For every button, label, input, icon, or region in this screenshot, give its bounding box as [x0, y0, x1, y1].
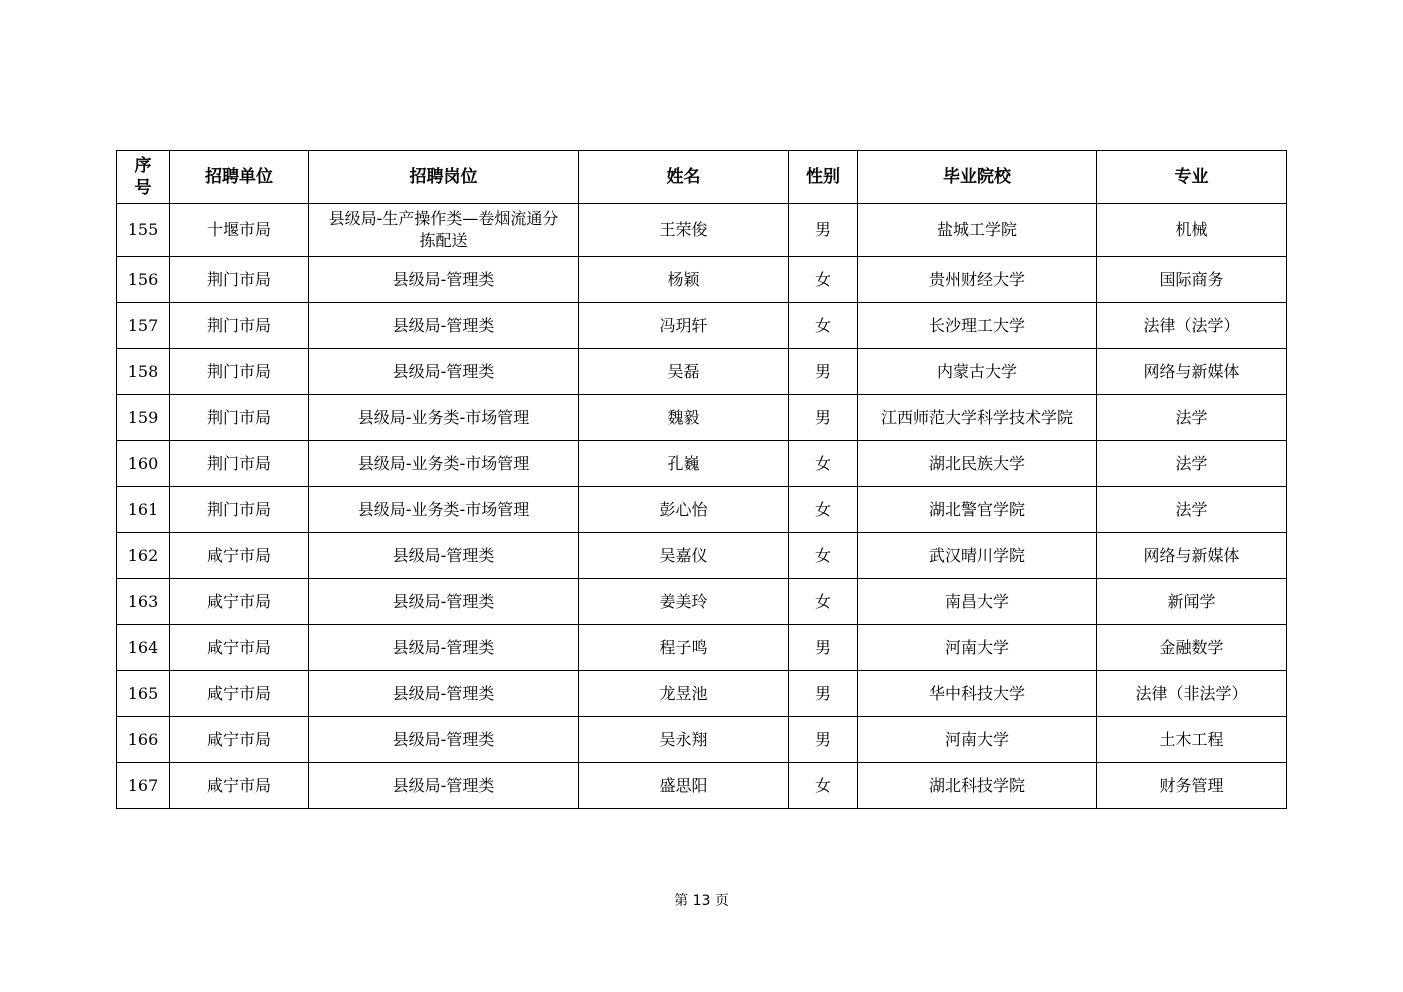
cell-name: 盛思阳 [579, 763, 789, 809]
cell-unit: 荆门市局 [170, 257, 309, 303]
cell-no: 158 [117, 349, 170, 395]
table-row [117, 487, 1287, 533]
cell-gender: 男 [789, 717, 858, 763]
cell-name: 孔巍 [579, 441, 789, 487]
table-row [117, 395, 1287, 441]
cell-no: 160 [117, 441, 170, 487]
cell-gender: 女 [789, 441, 858, 487]
cell-gender: 女 [789, 257, 858, 303]
cell-no: 159 [117, 395, 170, 441]
header-seq-line1: 序 [134, 156, 152, 176]
cell-post: 县级局-管理类 [309, 625, 579, 671]
cell-major: 法律（非法学） [1097, 671, 1287, 717]
table-row [117, 533, 1287, 579]
cell-no: 166 [117, 717, 170, 763]
cell-unit: 荆门市局 [170, 303, 309, 349]
cell-no: 165 [117, 671, 170, 717]
cell-unit: 咸宁市局 [170, 533, 309, 579]
cell-gender: 男 [789, 671, 858, 717]
cell-post: 县级局-业务类-市场管理 [309, 441, 579, 487]
cell-major: 金融数学 [1097, 625, 1287, 671]
table-row [117, 441, 1287, 487]
cell-unit: 荆门市局 [170, 349, 309, 395]
cell-major: 土木工程 [1097, 717, 1287, 763]
cell-major: 网络与新媒体 [1097, 349, 1287, 395]
cell-post: 县级局-管理类 [309, 671, 579, 717]
cell-unit: 咸宁市局 [170, 625, 309, 671]
cell-unit: 十堰市局 [170, 204, 309, 257]
page-number: 第 13 页 [674, 893, 729, 909]
cell-no: 167 [117, 763, 170, 809]
cell-post: 县级局-管理类 [309, 579, 579, 625]
cell-major: 机械 [1097, 204, 1287, 257]
cell-school: 贵州财经大学 [858, 257, 1097, 303]
table-row [117, 579, 1287, 625]
cell-no: 155 [117, 204, 170, 257]
cell-name: 吴嘉仪 [579, 533, 789, 579]
cell-major: 法学 [1097, 487, 1287, 533]
cell-post: 县级局-管理类 [309, 257, 579, 303]
cell-name: 程子鸣 [579, 625, 789, 671]
header-post: 招聘岗位 [309, 151, 579, 204]
cell-school: 河南大学 [858, 717, 1097, 763]
header-gender: 性别 [789, 151, 858, 204]
header-unit: 招聘单位 [170, 151, 309, 204]
cell-name: 魏毅 [579, 395, 789, 441]
cell-gender: 女 [789, 303, 858, 349]
cell-school: 盐城工学院 [858, 204, 1097, 257]
cell-unit: 咸宁市局 [170, 763, 309, 809]
cell-gender: 女 [789, 579, 858, 625]
cell-major: 网络与新媒体 [1097, 533, 1287, 579]
header-major: 专业 [1097, 151, 1287, 204]
table-header-row [117, 151, 1287, 204]
header-name: 姓名 [579, 151, 789, 204]
cell-major: 财务管理 [1097, 763, 1287, 809]
cell-name: 杨颖 [579, 257, 789, 303]
table-row [117, 257, 1287, 303]
table-row [117, 763, 1287, 809]
table-row [117, 204, 1287, 257]
cell-unit: 荆门市局 [170, 395, 309, 441]
cell-school: 武汉晴川学院 [858, 533, 1097, 579]
recruitment-list-table [116, 150, 1287, 809]
cell-post: 县级局-生产操作类—卷烟流通分拣配送 [309, 204, 579, 257]
cell-school: 华中科技大学 [858, 671, 1097, 717]
cell-gender: 男 [789, 204, 858, 257]
cell-post: 县级局-管理类 [309, 533, 579, 579]
cell-major: 国际商务 [1097, 257, 1287, 303]
table-row [117, 717, 1287, 763]
cell-unit: 荆门市局 [170, 487, 309, 533]
cell-unit: 咸宁市局 [170, 671, 309, 717]
cell-school: 河南大学 [858, 625, 1097, 671]
cell-gender: 女 [789, 533, 858, 579]
cell-unit: 荆门市局 [170, 441, 309, 487]
cell-no: 157 [117, 303, 170, 349]
cell-school: 湖北民族大学 [858, 441, 1097, 487]
cell-major: 法学 [1097, 441, 1287, 487]
cell-gender: 男 [789, 395, 858, 441]
cell-school: 湖北科技学院 [858, 763, 1097, 809]
cell-gender: 女 [789, 487, 858, 533]
cell-unit: 咸宁市局 [170, 717, 309, 763]
cell-post: 县级局-业务类-市场管理 [309, 487, 579, 533]
cell-name: 龙昱池 [579, 671, 789, 717]
cell-major: 法学 [1097, 395, 1287, 441]
cell-gender: 女 [789, 763, 858, 809]
cell-name: 冯玥轩 [579, 303, 789, 349]
table-row [117, 625, 1287, 671]
cell-no: 162 [117, 533, 170, 579]
table-row [117, 349, 1287, 395]
cell-major: 新闻学 [1097, 579, 1287, 625]
cell-name: 吴磊 [579, 349, 789, 395]
cell-name: 吴永翔 [579, 717, 789, 763]
cell-name: 姜美玲 [579, 579, 789, 625]
table-row [117, 303, 1287, 349]
header-seq [117, 151, 170, 204]
cell-school: 长沙理工大学 [858, 303, 1097, 349]
cell-school: 江西师范大学科学技术学院 [858, 395, 1097, 441]
cell-no: 164 [117, 625, 170, 671]
cell-post: 县级局-管理类 [309, 349, 579, 395]
cell-post: 县级局-管理类 [309, 763, 579, 809]
cell-name: 彭心怡 [579, 487, 789, 533]
cell-name: 王荣俊 [579, 204, 789, 257]
cell-post: 县级局-业务类-市场管理 [309, 395, 579, 441]
cell-unit: 咸宁市局 [170, 579, 309, 625]
header-seq-line2: 号 [134, 178, 152, 198]
cell-gender: 男 [789, 349, 858, 395]
header-school: 毕业院校 [858, 151, 1097, 204]
table-row [117, 671, 1287, 717]
cell-school: 南昌大学 [858, 579, 1097, 625]
cell-no: 163 [117, 579, 170, 625]
cell-school: 湖北警官学院 [858, 487, 1097, 533]
cell-gender: 男 [789, 625, 858, 671]
cell-post: 县级局-管理类 [309, 303, 579, 349]
cell-no: 161 [117, 487, 170, 533]
cell-school: 内蒙古大学 [858, 349, 1097, 395]
cell-no: 156 [117, 257, 170, 303]
cell-post: 县级局-管理类 [309, 717, 579, 763]
cell-major: 法律（法学） [1097, 303, 1287, 349]
